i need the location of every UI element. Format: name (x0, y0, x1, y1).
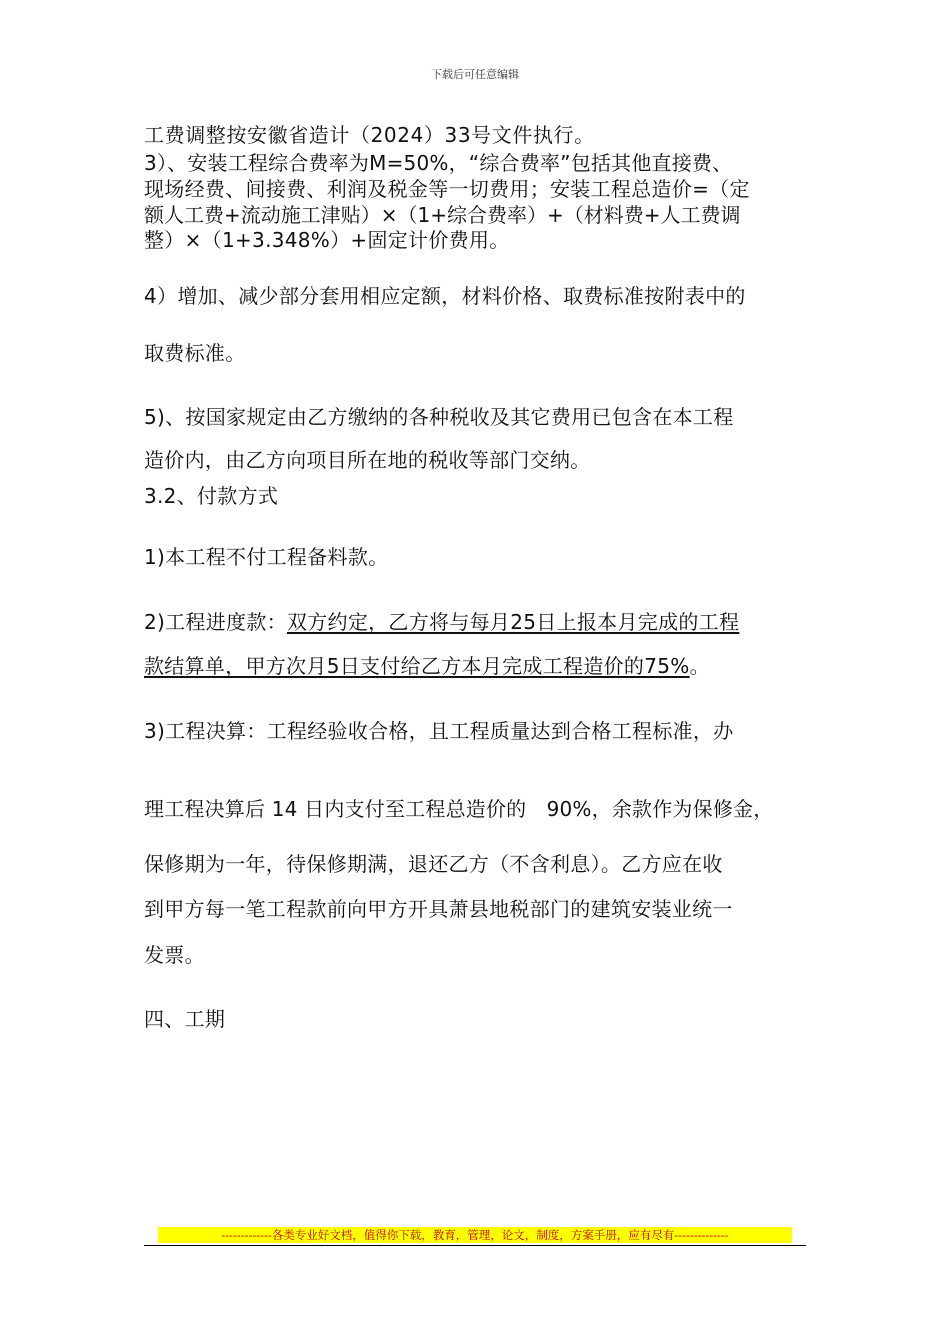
footer-divider (144, 1245, 806, 1246)
payment-item-1: 1)本工程不付工程备料款。 (144, 545, 389, 569)
section-4-heading: 四、工期 (144, 1007, 226, 1031)
body-line-2: 3）、安装工程综合费率为M=50%，“综合费率”包括其他直接费、 (144, 151, 733, 175)
body-line-5: 整）×（1+3.348%）+固定计价费用。 (144, 228, 510, 252)
body-line-6: 4）增加、减少部分套用相应定额，材料价格、取费标准按附表中的 (144, 284, 746, 308)
body-line-8: 5)、按国家规定由乙方缴纳的各种税收及其它费用已包含在本工程 (144, 405, 734, 429)
payment-item-2-tail: 。 (689, 654, 710, 678)
section-3-2-heading: 3.2、付款方式 (144, 484, 279, 508)
payment-item-3-line-2: 理工程决算后 14 日内支付至工程总造价的 90%，余款作为保修金， (144, 797, 774, 821)
body-line-3: 现场经费、间接费、利润及税金等一切费用；安装工程总造价=（定 (144, 177, 750, 201)
payment-item-3-line-5: 发票。 (144, 943, 205, 967)
payment-item-2-underlined-1: 双方约定，乙方将与每月25日上报本月完成的工程 (286, 610, 740, 634)
payment-item-2-lead: 2)工程进度款： (144, 610, 287, 634)
payment-item-2-line-2 (144, 654, 710, 678)
header-note: 下载后可任意编辑 (431, 68, 519, 81)
payment-item-2-line-1 (144, 610, 739, 634)
payment-item-3-line-3: 保修期为一年，待保修期满，退还乙方（不含利息）。乙方应在收 (144, 852, 723, 876)
payment-item-2-underlined-2: 款结算单，甲方次月5日支付给乙方本月完成工程造价的75% (144, 654, 690, 678)
body-line-1: 工费调整按安徽省造计（2024）33号文件执行。 (144, 123, 595, 147)
payment-item-3-line-1: 3)工程决算：工程经验收合格，且工程质量达到合格工程标准，办 (144, 719, 734, 743)
payment-item-3-line-4: 到甲方每一笔工程款前向甲方开具萧县地税部门的建筑安装业统一 (144, 897, 733, 921)
footer-banner: -------------各类专业好文档，值得你下载，教育，管理，论文，制度，方案手册，应有尽有-------------- (158, 1227, 792, 1243)
body-line-7: 取费标准。 (144, 341, 246, 365)
body-line-9: 造价内，由乙方向项目所在地的税收等部门交纳。 (144, 448, 591, 472)
body-line-4: 额人工费+流动施工津贴）×（1+综合费率）+（材料费+人工费调 (144, 203, 741, 227)
